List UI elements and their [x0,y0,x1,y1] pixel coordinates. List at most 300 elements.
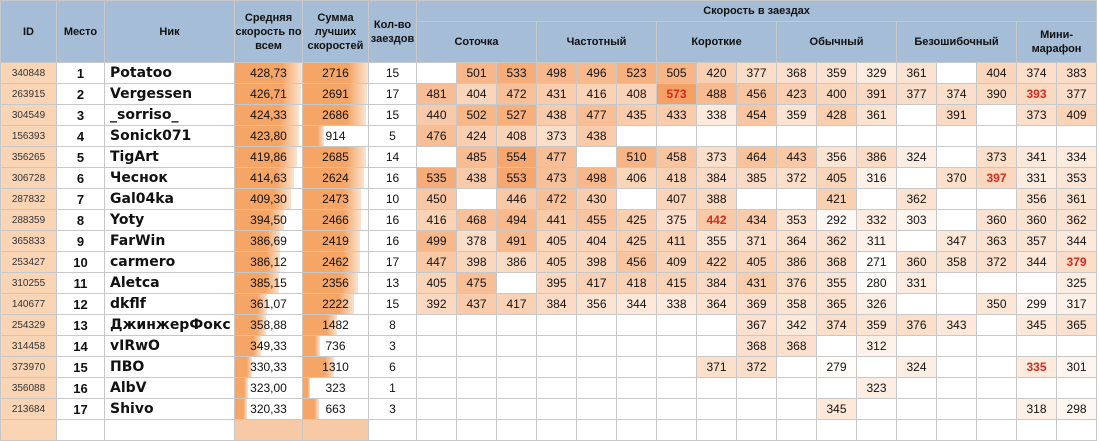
sum-best-cell [303,315,369,336]
speed-score-cell: 442 [697,210,737,231]
empty-cell [303,420,369,441]
speed-score-cell [497,336,537,357]
speed-score-cell: 280 [857,273,897,294]
speed-score-cell: 409 [657,252,697,273]
speed-score-cell: 334 [1057,147,1097,168]
speed-score-cell: 405 [537,252,577,273]
speed-score-cell [537,357,577,378]
speed-score-cell: 405 [417,273,457,294]
speed-score-cell: 477 [537,147,577,168]
speed-score-cell: 338 [697,105,737,126]
speed-score-cell [417,315,457,336]
place-cell: 14 [57,336,105,357]
speed-score-cell: 303 [897,210,937,231]
speed-score-cell: 386 [777,252,817,273]
sum-best-cell [303,273,369,294]
empty-cell [235,420,303,441]
player-id-cell: 287832 [1,189,57,210]
speed-score-cell: 341 [1017,147,1057,168]
speed-score-cell [737,399,777,420]
speed-score-cell: 338 [657,294,697,315]
speed-score-cell: 324 [897,147,937,168]
empty-cell [817,420,857,441]
nickname-cell: ПВО [105,357,235,378]
empty-cell [857,420,897,441]
player-id-cell: 310255 [1,273,57,294]
sum-best-value: 2473 [322,192,349,206]
speed-score-cell [417,399,457,420]
speed-score-cell [417,336,457,357]
speed-score-cell: 357 [1017,231,1057,252]
speed-score-cell: 359 [857,315,897,336]
player-id-cell: 314458 [1,336,57,357]
speed-score-cell: 355 [697,231,737,252]
speed-score-cell: 468 [457,210,497,231]
speed-score-cell [657,315,697,336]
speed-score-cell: 372 [777,168,817,189]
speed-score-cell [937,126,977,147]
place-cell: 1 [57,63,105,84]
speed-score-cell [977,336,1017,357]
sum-best-cell [303,252,369,273]
speed-score-cell: 329 [857,63,897,84]
sum-best-cell [303,84,369,105]
speed-score-cell [617,399,657,420]
speed-score-cell: 473 [537,168,577,189]
table-row [1,315,1097,336]
speed-score-cell [617,336,657,357]
speed-score-cell: 318 [1017,399,1057,420]
speed-score-cell: 472 [537,189,577,210]
speed-score-cell: 433 [657,105,697,126]
speed-score-cell [617,189,657,210]
race-count-cell: 16 [369,210,417,231]
speed-score-cell [737,378,777,399]
empty-cell [1,420,57,441]
speed-score-cell: 331 [897,273,937,294]
speed-score-cell: 311 [857,231,897,252]
speed-score-cell: 317 [1057,294,1097,315]
speed-score-cell: 356 [1017,189,1057,210]
speed-score-cell: 499 [417,231,457,252]
speed-score-cell: 472 [497,84,537,105]
avg-speed-value: 409,30 [250,192,287,206]
speed-score-cell: 485 [457,147,497,168]
empty-cell [657,420,697,441]
race-count-cell: 1 [369,378,417,399]
speed-score-cell: 385 [737,168,777,189]
speed-score-cell: 358 [937,252,977,273]
speed-score-cell: 368 [817,252,857,273]
speed-score-cell: 331 [1017,168,1057,189]
speed-score-cell [657,357,697,378]
speed-score-cell: 372 [737,357,777,378]
race-count-cell: 17 [369,84,417,105]
avg-speed-cell [235,231,303,252]
nickname-cell: carmero [105,252,235,273]
table-row [1,105,1097,126]
table-row [1,336,1097,357]
avg-speed-value: 358,88 [250,318,287,332]
speed-score-cell [937,378,977,399]
speed-score-cell: 435 [617,105,657,126]
avg-speed-cell [235,189,303,210]
speed-score-cell: 404 [457,84,497,105]
header-speed-title: Скорость в заездах [417,1,1097,22]
speed-score-cell [937,189,977,210]
speed-score-cell: 367 [737,315,777,336]
sum-best-value: 2466 [322,213,349,227]
speed-score-cell [697,315,737,336]
table-row [1,378,1097,399]
place-cell: 11 [57,273,105,294]
player-id-cell: 306728 [1,168,57,189]
empty-cell [977,420,1017,441]
speed-score-cell [1057,126,1097,147]
table-row [1,189,1097,210]
speed-score-cell: 360 [897,252,937,273]
speed-score-cell [577,399,617,420]
speed-score-cell: 447 [417,252,457,273]
header-avg-speed: Средняя скорость по всем [235,1,303,63]
empty-cell [617,420,657,441]
empty-cell [105,420,235,441]
nickname-cell: dkflf [105,294,235,315]
race-count-cell: 5 [369,126,417,147]
speed-score-cell: 324 [897,357,937,378]
speed-score-cell: 431 [537,84,577,105]
race-count-cell: 13 [369,273,417,294]
table-row [1,63,1097,84]
speed-score-cell: 355 [817,273,857,294]
nickname-cell: Чеснок [105,168,235,189]
speed-score-cell: 475 [457,273,497,294]
speed-score-cell: 406 [617,168,657,189]
speed-score-cell: 344 [1017,252,1057,273]
data-bar-fill [235,378,248,398]
empty-cell [537,420,577,441]
speed-score-cell: 502 [457,105,497,126]
empty-cell [577,420,617,441]
speed-score-cell: 371 [737,231,777,252]
nickname-cell: TigArt [105,147,235,168]
speed-score-cell: 335 [1017,357,1057,378]
speed-score-cell: 345 [817,399,857,420]
speed-score-cell [817,126,857,147]
speed-score-cell [977,357,1017,378]
empty-cell [697,420,737,441]
sum-best-value: 1310 [322,360,349,374]
speed-score-cell: 279 [817,357,857,378]
speed-score-cell: 441 [537,210,577,231]
speed-score-cell: 384 [697,168,737,189]
sum-best-cell [303,147,369,168]
place-cell: 9 [57,231,105,252]
speed-score-cell: 425 [617,231,657,252]
speed-score-cell: 361 [1057,189,1097,210]
speed-score-cell: 379 [1057,252,1097,273]
speed-score-cell: 383 [1057,63,1097,84]
speed-score-cell: 375 [657,210,697,231]
player-id-cell: 140677 [1,294,57,315]
empty-cell [369,420,417,441]
sum-best-value: 914 [325,129,346,143]
place-cell: 3 [57,105,105,126]
speed-score-cell [937,147,977,168]
speed-score-cell: 362 [897,189,937,210]
place-cell: 16 [57,378,105,399]
speed-score-cell [577,315,617,336]
sum-best-cell [303,105,369,126]
speed-score-cell: 523 [617,63,657,84]
speed-score-cell: 325 [1057,273,1097,294]
speed-score-cell [897,231,937,252]
sum-best-value: 2686 [322,108,349,122]
speed-score-cell [457,315,497,336]
nickname-cell: Potatoo [105,63,235,84]
data-bar-fill [303,399,319,419]
avg-speed-value: 428,73 [250,66,287,80]
race-count-cell: 15 [369,105,417,126]
avg-speed-value: 424,33 [250,108,287,122]
player-id-cell: 213684 [1,399,57,420]
avg-speed-cell [235,63,303,84]
speed-score-cell: 358 [777,294,817,315]
avg-speed-value: 349,33 [250,339,287,353]
speed-score-cell: 365 [817,294,857,315]
speed-score-cell [457,399,497,420]
speed-score-cell: 369 [737,294,777,315]
nickname-cell: Vergessen [105,84,235,105]
data-bar-fill [303,378,310,398]
speed-score-cell [1017,126,1057,147]
speed-score-cell [1057,378,1097,399]
speed-score-cell [937,294,977,315]
speed-score-cell: 344 [617,294,657,315]
speed-score-cell: 364 [697,294,737,315]
speed-score-cell: 362 [817,231,857,252]
place-cell: 5 [57,147,105,168]
sum-best-value: 663 [325,402,346,416]
speed-score-cell [897,399,937,420]
speed-score-cell: 553 [497,168,537,189]
speed-score-cell: 393 [1017,84,1057,105]
speed-score-cell [617,357,657,378]
place-cell: 4 [57,126,105,147]
speed-score-cell: 405 [817,168,857,189]
speed-score-cell: 299 [1017,294,1057,315]
speed-score-cell: 377 [897,84,937,105]
speed-score-cell [457,357,497,378]
avg-speed-cell [235,168,303,189]
speed-score-cell: 398 [577,252,617,273]
player-id-cell: 340848 [1,63,57,84]
sum-best-value: 2462 [322,255,349,269]
speed-score-cell [697,126,737,147]
speed-score-cell: 362 [1057,210,1097,231]
speed-score-cell [977,399,1017,420]
speed-score-cell [777,378,817,399]
speed-score-cell: 371 [697,357,737,378]
speed-score-cell [857,357,897,378]
speed-score-cell [657,336,697,357]
speed-score-cell: 488 [697,84,737,105]
nickname-cell: _sorriso_ [105,105,235,126]
table-row [1,357,1097,378]
speed-score-cell: 361 [857,105,897,126]
speed-score-cell: 374 [937,84,977,105]
speed-score-cell: 390 [977,84,1017,105]
speed-score-cell: 527 [497,105,537,126]
speed-score-cell: 368 [777,63,817,84]
speed-score-cell [977,273,1017,294]
avg-speed-value: 386,69 [250,234,287,248]
speed-score-cell: 356 [577,294,617,315]
speed-score-cell [977,105,1017,126]
sum-best-cell [303,189,369,210]
sum-best-value: 2356 [322,276,349,290]
speed-score-cell: 417 [577,273,617,294]
speed-score-cell [697,336,737,357]
speed-score-cell: 418 [657,168,697,189]
speed-score-cell: 477 [577,105,617,126]
speed-score-cell [897,105,937,126]
speed-score-cell: 384 [697,273,737,294]
speed-score-cell [857,399,897,420]
speed-score-cell: 368 [737,336,777,357]
sum-best-value: 2716 [322,66,349,80]
place-cell: 17 [57,399,105,420]
nickname-cell: ДжинжерФокс [105,315,235,336]
place-cell: 2 [57,84,105,105]
avg-speed-cell [235,357,303,378]
avg-speed-cell [235,210,303,231]
speed-score-cell: 494 [497,210,537,231]
speed-score-cell: 404 [577,231,617,252]
place-cell: 15 [57,357,105,378]
speed-score-cell: 344 [1057,231,1097,252]
avg-speed-value: 330,33 [250,360,287,374]
speed-score-cell: 347 [937,231,977,252]
place-cell: 6 [57,168,105,189]
avg-speed-value: 419,86 [250,150,287,164]
speed-score-cell: 476 [417,126,457,147]
race-count-cell: 17 [369,252,417,273]
avg-speed-cell [235,252,303,273]
speed-score-cell: 405 [537,231,577,252]
player-id-cell: 254329 [1,315,57,336]
speed-score-cell: 573 [657,84,697,105]
place-cell: 10 [57,252,105,273]
speed-score-cell [697,399,737,420]
speed-score-cell [617,315,657,336]
speed-score-cell: 430 [577,189,617,210]
sum-best-value: 1482 [322,318,349,332]
header-race-count: Кол-во заездов [369,1,417,63]
speed-score-cell: 316 [857,168,897,189]
speed-score-cell: 411 [657,231,697,252]
speed-score-cell [537,399,577,420]
speed-score-cell [1057,336,1097,357]
header-place: Место [57,1,105,63]
empty-row [1,420,1097,441]
speed-score-cell: 391 [937,105,977,126]
speed-score-cell: 458 [657,147,697,168]
race-count-cell: 3 [369,336,417,357]
race-count-cell: 10 [369,189,417,210]
speed-score-cell: 416 [417,210,457,231]
player-id-cell: 356088 [1,378,57,399]
speed-score-cell: 428 [817,105,857,126]
speed-score-cell [937,273,977,294]
speed-score-cell: 370 [937,168,977,189]
speed-score-cell: 312 [857,336,897,357]
avg-speed-value: 361,07 [250,297,287,311]
speed-score-cell: 395 [537,273,577,294]
place-cell: 12 [57,294,105,315]
speed-score-cell: 292 [817,210,857,231]
speed-score-cell: 360 [977,210,1017,231]
speed-score-cell [937,357,977,378]
player-id-cell: 373970 [1,357,57,378]
speed-score-cell: 408 [617,84,657,105]
sum-best-cell [303,294,369,315]
empty-cell [457,420,497,441]
speed-score-cell: 438 [577,126,617,147]
place-cell: 13 [57,315,105,336]
speed-score-cell: 454 [737,105,777,126]
speed-score-cell: 456 [617,252,657,273]
speed-score-cell: 446 [497,189,537,210]
speed-score-cell: 450 [417,189,457,210]
speed-score-cell: 388 [697,189,737,210]
speed-score-cell: 496 [577,63,617,84]
speed-score-cell: 376 [777,273,817,294]
sum-best-cell [303,378,369,399]
speed-score-cell: 298 [1057,399,1097,420]
speed-score-cell: 440 [417,105,457,126]
avg-speed-cell [235,378,303,399]
speed-score-cell: 407 [657,189,697,210]
speed-score-cell: 443 [777,147,817,168]
speed-score-cell: 420 [697,63,737,84]
speed-score-cell [457,189,497,210]
speed-score-cell: 361 [897,63,937,84]
speed-score-cell: 373 [1017,105,1057,126]
player-id-cell: 288359 [1,210,57,231]
race-count-cell: 6 [369,357,417,378]
speed-score-cell: 405 [737,252,777,273]
avg-speed-value: 394,50 [250,213,287,227]
empty-cell [737,420,777,441]
place-cell: 7 [57,189,105,210]
speed-score-cell: 455 [577,210,617,231]
player-id-cell: 253427 [1,252,57,273]
speed-score-cell: 409 [1057,105,1097,126]
race-count-cell: 15 [369,294,417,315]
nickname-cell: AlbV [105,378,235,399]
speed-score-cell [417,378,457,399]
empty-cell [777,420,817,441]
speed-score-cell: 345 [1017,315,1057,336]
speed-score-cell: 386 [497,252,537,273]
place-cell: 8 [57,210,105,231]
speed-score-cell: 533 [497,63,537,84]
speed-score-cell [497,273,537,294]
avg-speed-cell [235,273,303,294]
table-row [1,399,1097,420]
speed-score-cell: 400 [817,84,857,105]
